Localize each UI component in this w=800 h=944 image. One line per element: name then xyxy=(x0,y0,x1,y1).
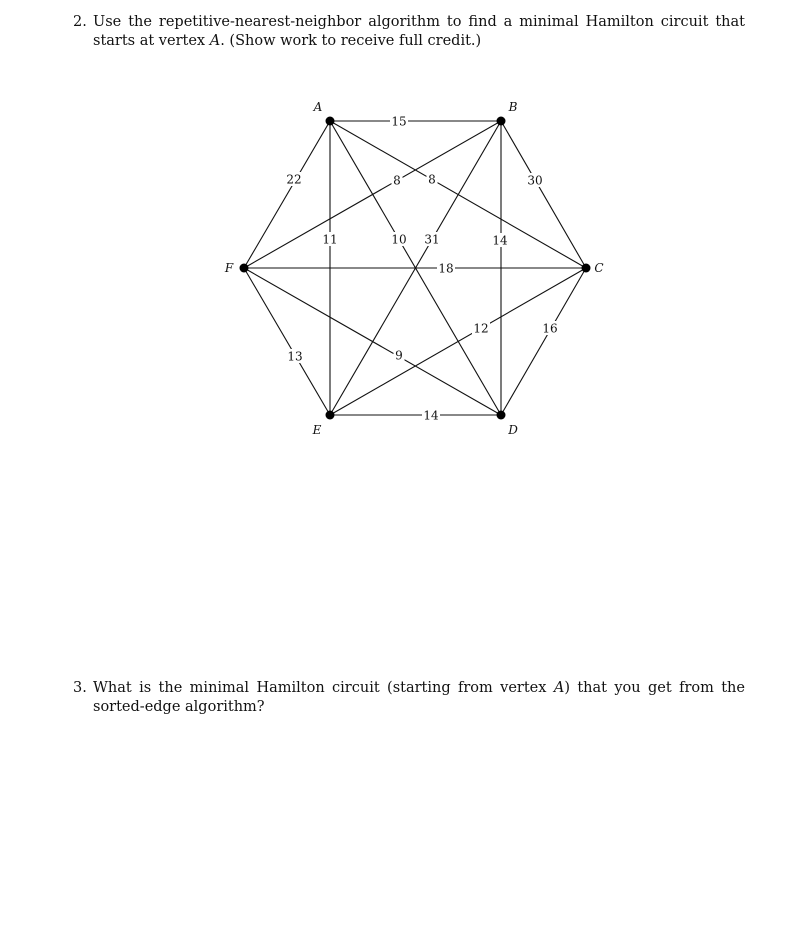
problem-number: 3. xyxy=(73,680,87,696)
weight-label-a-f: 22 xyxy=(286,172,302,187)
weight-label-a-c: 8 xyxy=(428,172,436,187)
vertex-label-a: A xyxy=(313,100,323,114)
vertex-ref: A xyxy=(209,33,221,49)
weight-label-a-b: 15 xyxy=(391,114,407,129)
vertex-label-b: B xyxy=(508,100,518,114)
problem-text xyxy=(93,679,745,717)
vertex-e xyxy=(326,411,335,420)
vertex-label-f: F xyxy=(224,261,234,275)
weight-label-e-f: 13 xyxy=(287,349,303,364)
vertex-label-e: E xyxy=(312,423,322,437)
problem-text-part: . (Show work to receive full credit.) xyxy=(220,33,482,49)
vertex-label-d: D xyxy=(508,423,518,437)
weight-label-d-e: 14 xyxy=(423,408,439,423)
edge-b-f xyxy=(244,121,501,268)
weight-label-b-f: 8 xyxy=(393,173,401,188)
weight-label-c-d: 16 xyxy=(542,321,558,336)
problem-3 xyxy=(73,679,745,717)
vertex-b xyxy=(497,117,506,126)
edge-b-c xyxy=(501,121,586,268)
problem-number: 2. xyxy=(73,14,87,30)
vertex-a xyxy=(326,117,335,126)
edge-c-d xyxy=(501,268,586,415)
vertex-label-c: C xyxy=(594,261,604,275)
weight-label-a-d: 10 xyxy=(391,232,407,247)
weight-label-b-d: 14 xyxy=(492,233,508,248)
weight-label-a-e: 11 xyxy=(322,232,338,247)
vertex-d xyxy=(497,411,506,420)
vertex-ref: A xyxy=(553,680,565,696)
problem-text-part: What is the minimal Hamilton circuit (starting from vertex xyxy=(93,680,554,696)
edge-a-f xyxy=(244,121,330,268)
vertex-f xyxy=(240,264,249,273)
vertex-c xyxy=(582,264,591,273)
weight-label-b-e: 31 xyxy=(424,232,440,247)
problem-text-part: ) that you get from the sorted-edge algorithm? xyxy=(93,680,745,715)
weight-label-b-c: 30 xyxy=(527,173,543,188)
edge-e-f xyxy=(244,268,330,415)
edge-d-f xyxy=(244,268,501,415)
weight-label-d-f: 9 xyxy=(395,348,403,363)
weight-label-c-f: 18 xyxy=(438,261,454,276)
edge-c-e xyxy=(330,268,586,415)
weight-label-c-e: 12 xyxy=(473,321,489,336)
problem-text-part: Use the repetitive-nearest-neighbor algorithm to find a minimal Hamilton circuit that starts at vertex xyxy=(93,14,745,49)
